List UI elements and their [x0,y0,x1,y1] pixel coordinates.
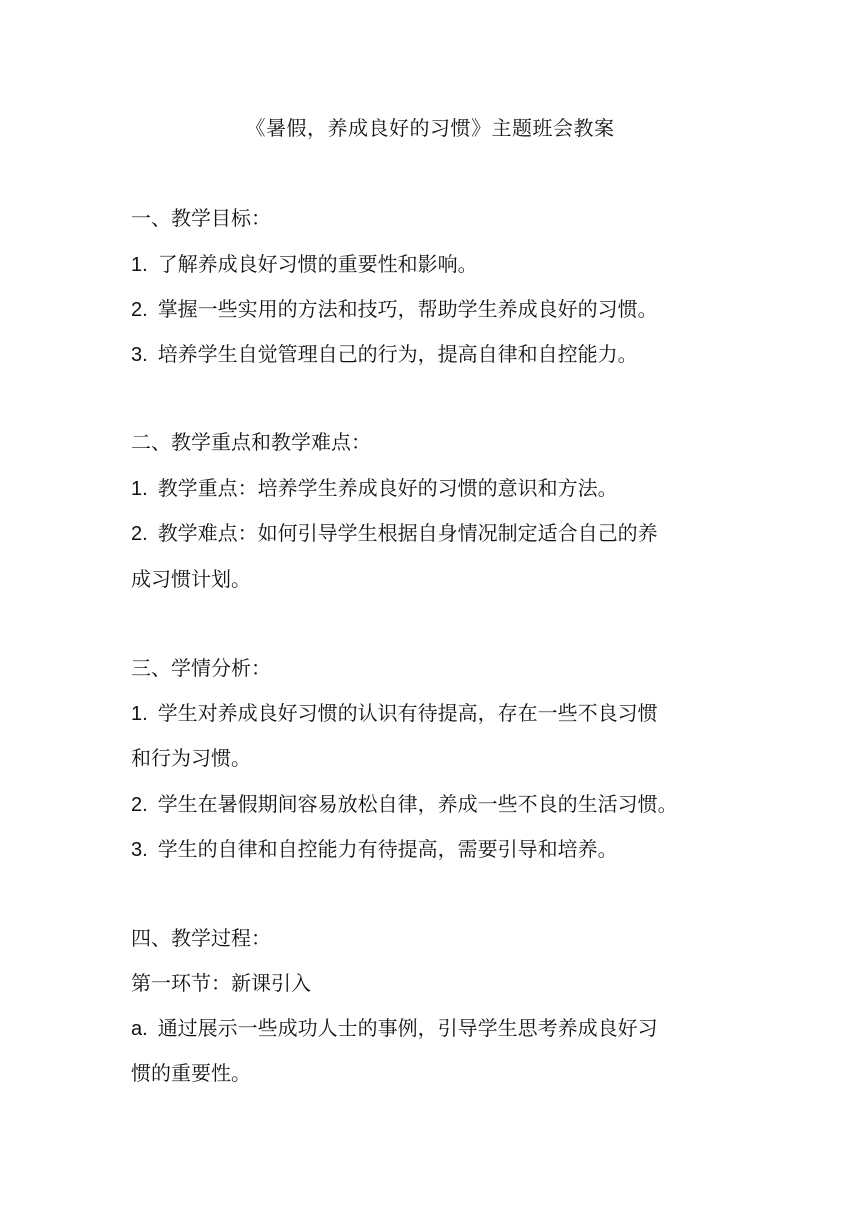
item-number: 3. [131,344,148,366]
list-item-continuation: 成习惯计划。 [131,567,251,591]
list-item [131,1011,751,1046]
item-number: 2. [131,523,148,545]
item-text: 学生在暑假期间容易放松自律，养成一些不良的生活习惯。 [157,792,678,816]
list-item [131,516,751,551]
document-title: 《暑假，养成良好的习惯》主题班会教案 [245,116,615,140]
list-item [131,337,751,372]
list-item [131,471,751,506]
list-item [131,292,751,327]
item-text: 掌握一些实用的方法和技巧，帮助学生养成良好的习惯。 [157,297,658,321]
list-item [131,696,751,731]
item-text: 通过展示一些成功人士的事例，引导学生思考养成良好习 [157,1016,658,1040]
item-number: a. [131,1018,148,1040]
list-item-continuation: 惯的重要性。 [131,1061,251,1085]
section-heading-goals: 一、教学目标： [131,206,271,230]
list-item-continuation: 和行为习惯。 [131,746,251,770]
item-text: 了解养成良好习惯的重要性和影响。 [157,252,478,276]
item-text: 培养学生自觉管理自己的行为，提高自律和自控能力。 [157,342,638,366]
item-number: 2. [131,794,148,816]
section-heading-process: 四、教学过程： [131,926,271,950]
subsection-heading: 第一环节：新课引入 [131,971,311,995]
list-item [131,832,751,867]
item-number: 3. [131,839,148,861]
item-number: 1. [131,703,148,725]
item-text: 教学重点：培养学生养成良好的习惯的意识和方法。 [157,476,618,500]
item-text: 学生的自律和自控能力有待提高，需要引导和培养。 [157,837,618,861]
section-heading-focus: 二、教学重点和教学难点： [131,430,371,454]
list-item [131,247,751,282]
item-text: 教学难点：如何引导学生根据自身情况制定适合自己的养 [157,521,658,545]
item-text: 学生对养成良好习惯的认识有待提高，存在一些不良习惯 [157,701,658,725]
item-number: 2. [131,299,148,321]
list-item [131,787,751,822]
section-heading-analysis: 三、学情分析： [131,656,271,680]
item-number: 1. [131,478,148,500]
item-number: 1. [131,254,148,276]
